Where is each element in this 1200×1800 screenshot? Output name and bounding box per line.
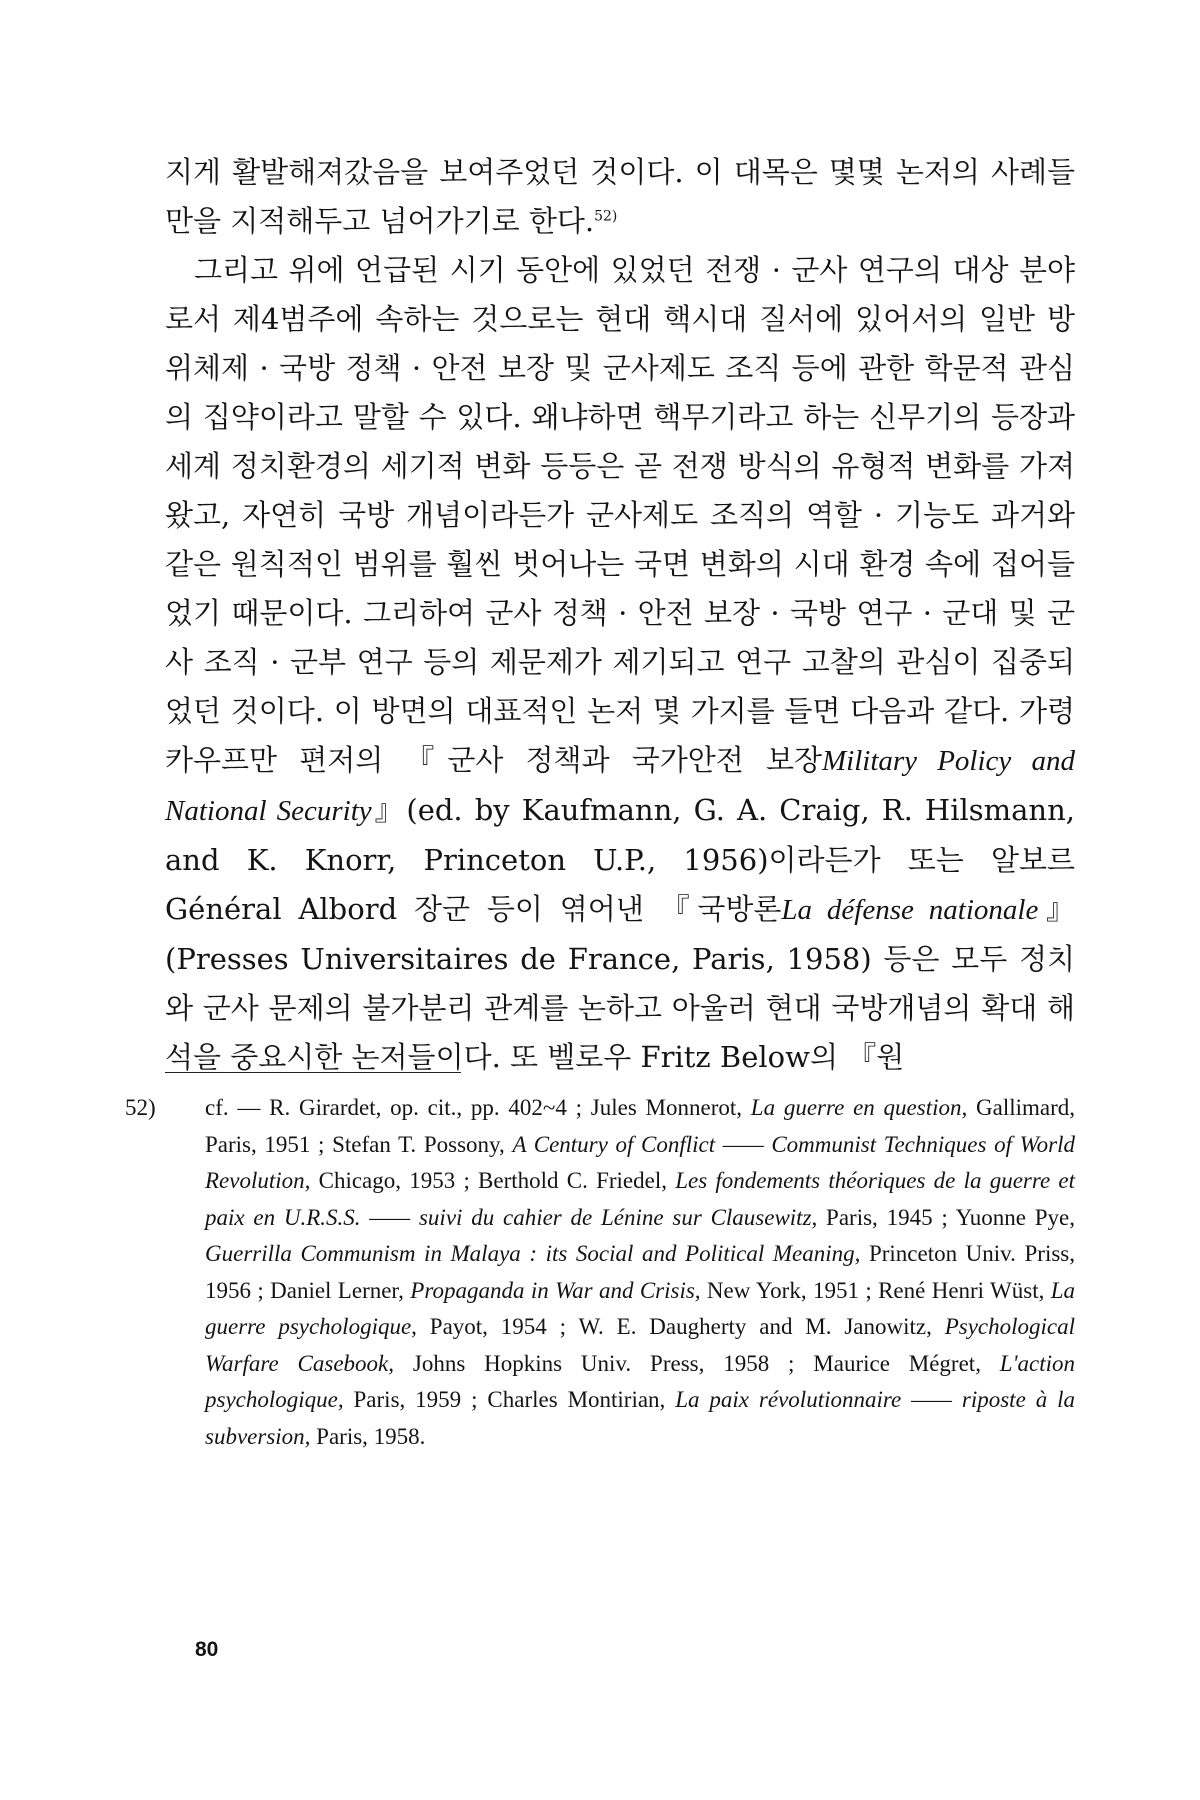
footnote-reference: 52): [594, 208, 618, 225]
main-text: [165, 148, 1075, 1082]
paragraph-2-text-c: 』(Presses Universitaires de France, Paris, 1958) 등은 모두 정치와 군사 문제의 불가분리 관계를 논하고 아울러 현대 국방개념의 확대 해석을 중요시한 논저들이다. 또 벨로우 Fritz Below의 『원: [165, 892, 1075, 1074]
footnote-segment: Gallimard, Paris, 1951 ; Stefan T. Possony,: [205, 1095, 1075, 1157]
footnote-segment: Johns Hopkins Univ. Press, 1958 ; Maurice Mégret,: [394, 1350, 1000, 1376]
paragraph-2: [165, 246, 1075, 1082]
footnote-segment: Paris, 1959 ; Charles Montirian,: [343, 1387, 676, 1412]
footnote-title: Propaganda in War and Crisis,: [410, 1277, 701, 1303]
paragraph-1-text: 지게 활발해져갔음을 보여주었던 것이다. 이 대목은 몇몇 논저의 사례들만을 지적해두고 넘어가기로 한다.: [165, 155, 1075, 238]
book-title-defense-nationale: La défense nationale: [781, 894, 1039, 926]
footnote-52: [125, 1090, 1075, 1455]
footnote-segment: Paris, 1958.: [310, 1423, 426, 1449]
footnote-text: [125, 1090, 1075, 1455]
paragraph-2-text-a: 그리고 위에 언급된 시기 동안에 있었던 전쟁 · 군사 연구의 대상 분야로서 제4범주에 속하는 것으로는 현대 핵시대 질서에 있어서의 일반 방위체제 · 국방 정책 · 안전 보장 및 군사제도 조직 등에 관한 학문적 관심의 집약이라고 말할 수 있다. 왜냐하면 핵무기라고 하는 신무기의 등장과 세계 정치환경의 세기적 변화 등등은 곧 전쟁 방식의 유형적 변화를 가져왔고, 자연히 국방 개념이라든가 군사제도 조직의 역할 · 기능도 과거와 같은 원칙적인 범위를 훨씬 벗어나는 국면 변화의 시대 환경 속에 접어들었기 때문이다. 그리하여 군사 정책 · 안전 보장 · 국방 연구 · 군대 및 군사 조직 · 군부 연구 등의 제문제가 제기되고 연구 고찰의 관심이 집중되었던 것이다. 이 방면의 대표적인 논저 몇 가지를 들면 다음과 같다. 가령 카우프만 편저의 『군사 정책과 국가안전 보장: [165, 253, 1075, 777]
footnote-segment: Paris, 1945 ; Yuonne Pye,: [817, 1204, 1075, 1230]
footnote-title: A Century of Conflict —— Communist Techniques of World Revolution,: [205, 1131, 1075, 1193]
footnote-title: Guerrilla Communism in Malaya : its Social and Political Meaning,: [205, 1241, 861, 1266]
footnote-title: La guerre en question,: [750, 1095, 968, 1120]
footnote-segment: Princeton Univ. Priss, 1956 ; Daniel Lerner,: [205, 1241, 1075, 1303]
footnote-title: Les fondements théoriques de la guerre et paix en U.R.S.S. —— suivi du cahier de Lénine sur Clausewitz,: [205, 1168, 1075, 1230]
footnote-segment: New York, 1951 ; René Henri Wüst,: [700, 1277, 1051, 1303]
footnote-number: 52): [125, 1095, 156, 1120]
book-title-military-policy: Military Policy and National Security: [165, 745, 1075, 827]
footnote-segment: Chicago, 1953 ; Berthold C. Friedel,: [310, 1168, 676, 1193]
footnote-title: L'action psychologique,: [205, 1350, 1075, 1412]
paragraph-continued: [165, 148, 1075, 246]
footnote-divider: [165, 1072, 461, 1073]
footnote-title: La guerre psychologique,: [205, 1277, 1075, 1339]
footnote-segment: Payot, 1954 ; W. E. Daugherty and M. Janowitz,: [416, 1314, 945, 1339]
paragraph-2-text-b: 』(ed. by Kaufmann, G. A. Craig, R. Hilsmann, and K. Knorr, Princeton U.P., 1956)이라든가 또는 알보르 Général Albord 장군 등이 엮어낸 『국방론: [165, 793, 1075, 926]
footnote-title: La paix révolutionnaire —— riposte à la subversion,: [205, 1387, 1075, 1449]
footnote-segment: cf. — R. Girardet, op. cit., pp. 402~4 ; Jules Monnerot,: [205, 1095, 751, 1120]
page-number: 80: [195, 1638, 219, 1661]
footnote-title: Psychological Warfare Casebook,: [205, 1314, 1075, 1376]
